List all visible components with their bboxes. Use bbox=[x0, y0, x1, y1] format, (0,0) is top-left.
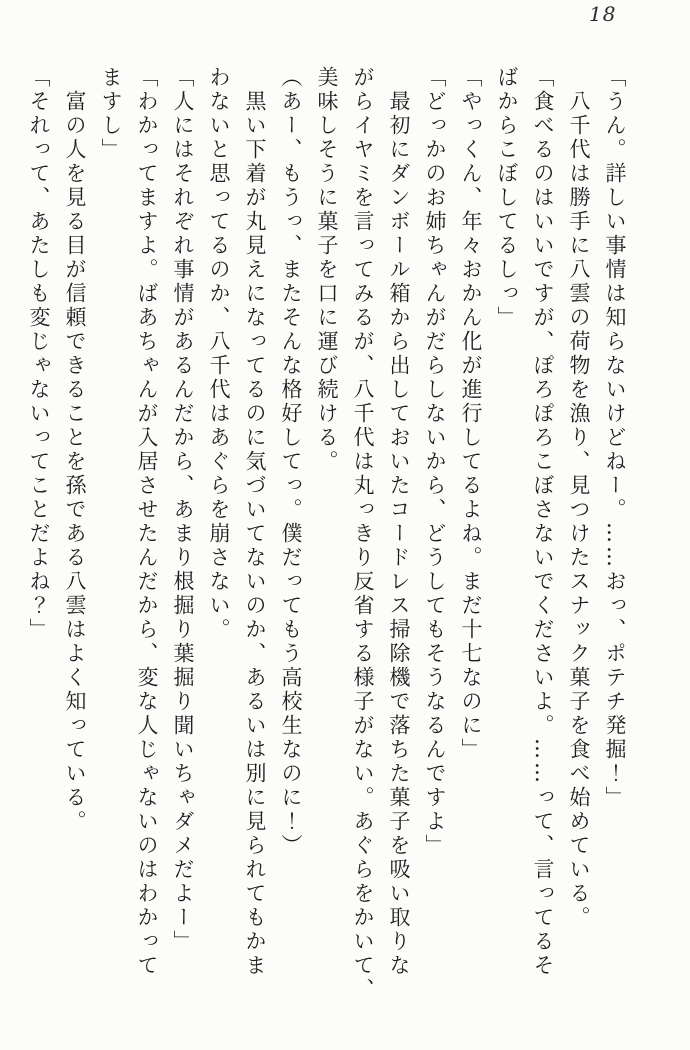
text-line: 最初にダンボール箱から出しておいたコードレス掃除機で落ちた菓子を吸い取りな bbox=[387, 66, 411, 978]
text-line: 「食べるのはいいですが、ぽろぽろこぼさないでくださいよ。……って、言ってるそ bbox=[531, 66, 555, 978]
text-line: 美味しそうに菓子を口に運び続ける。 bbox=[315, 66, 339, 474]
text-line: 「それって、あたしも変じゃないってことだよね？」 bbox=[27, 66, 51, 642]
text-line: 「うん。詳しい事情は知らないけどねー。……おっ、ポテチ発掘！」 bbox=[603, 66, 627, 810]
text-line: 富の人を見る目が信頼できることを孫である八雲はよく知っている。 bbox=[63, 66, 87, 834]
text-line: （あー、もうっ、またそんな格好してっ。僕だってもう高校生なのに！） bbox=[279, 66, 303, 858]
text-line: 八千代は勝手に八雲の荷物を漁り、見つけたスナック菓子を食べ始めている。 bbox=[567, 66, 591, 930]
text-line: 「やっくん、年々おかん化が進行してるよね。まだ十七なのに」 bbox=[459, 66, 483, 762]
page-number: 18 bbox=[589, 2, 617, 26]
vertical-text-block bbox=[21, 66, 633, 1014]
text-line: ますし」 bbox=[99, 66, 123, 162]
text-line: ばからこぼしてるしっ」 bbox=[495, 66, 519, 330]
text-line: 「わかってますよ。ばあちゃんが入居させたんだから、変な人じゃないのはわかって bbox=[135, 66, 159, 978]
text-line: わないと思ってるのか、八千代はあぐらを崩さない。 bbox=[207, 66, 231, 642]
text-line: 「人にはそれぞれ事情があるんだから、あまり根掘り葉掘り聞いちゃダメだよー」 bbox=[171, 66, 195, 954]
text-line: 黒い下着が丸見えになってるのに気づいてないのか、あるいは別に見られてもかま bbox=[243, 66, 267, 978]
text-line: がらイヤミを言ってみるが、八千代は丸っきり反省する様子がない。あぐらをかいて、 bbox=[351, 66, 375, 1002]
text-line: 「どっかのお姉ちゃんがだらしないから、どうしてもそうなるんですよ」 bbox=[423, 66, 447, 858]
